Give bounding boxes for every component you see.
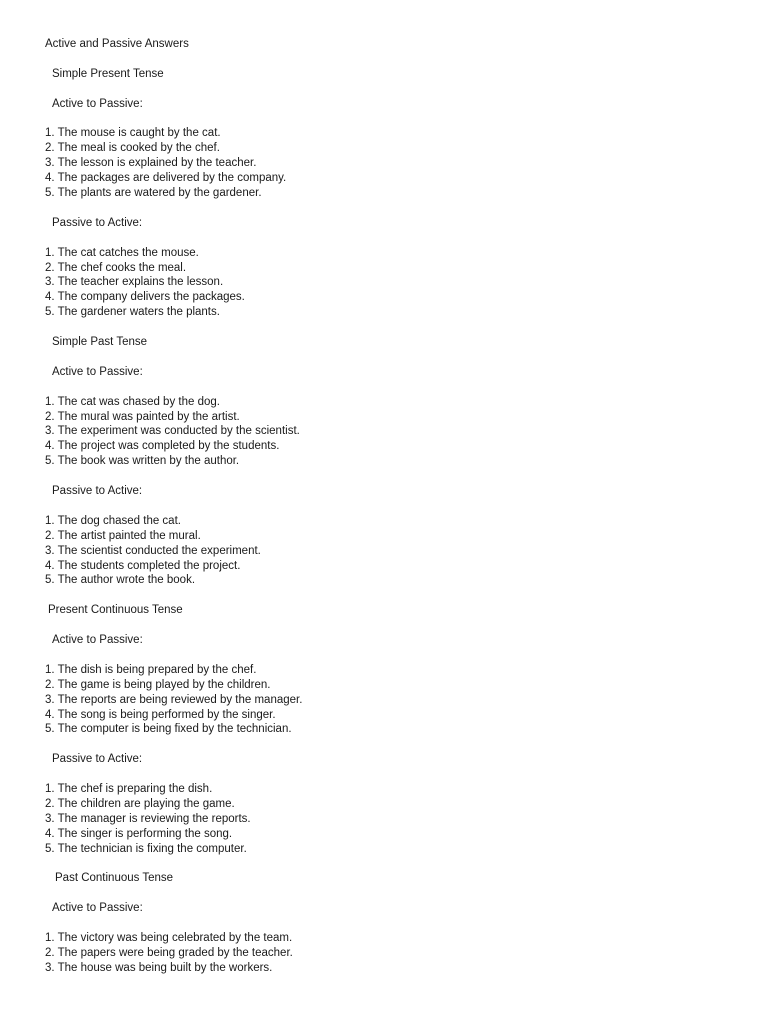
- list-item: 1. The dish is being prepared by the chef.: [45, 663, 257, 676]
- part-label: Active to Passive:: [52, 902, 143, 915]
- list-item: 5. The plants are watered by the gardener.: [45, 187, 262, 199]
- list-item: 5. The gardener waters the plants.: [45, 306, 220, 319]
- list-item: 3. The scientist conducted the experiment.: [45, 544, 261, 557]
- list-item: 3. The reports are being reviewed by the manager.: [45, 693, 303, 706]
- list-item: 1. The cat catches the mouse.: [45, 246, 199, 259]
- list-item: 2. The artist painted the mural.: [45, 529, 201, 542]
- list-item: 4. The company delivers the packages.: [45, 291, 245, 304]
- list-item: 4. The project was completed by the students.: [45, 440, 280, 453]
- list-item: 2. The game is being played by the children.: [45, 678, 271, 691]
- section-heading: Simple Present Tense: [52, 67, 164, 80]
- list-item: 5. The computer is being fixed by the technician.: [45, 723, 292, 736]
- part-label: Passive to Active:: [52, 753, 143, 766]
- list-item: 4. The packages are delivered by the company.: [45, 172, 287, 185]
- list-item: 2. The children are playing the game.: [45, 797, 235, 810]
- list-item: 5. The author wrote the book.: [45, 574, 196, 587]
- list-item: 5. The book was written by the author.: [45, 455, 240, 468]
- list-item: 1. The dog chased the cat.: [45, 514, 181, 527]
- part-label: Active to Passive:: [52, 365, 143, 378]
- list-item: 3. The experiment was conducted by the scientist.: [45, 425, 300, 438]
- section-heading: Simple Past Tense: [52, 336, 148, 348]
- part-label: Passive to Active:: [52, 216, 143, 229]
- section-heading: Present Continuous Tense: [48, 604, 183, 617]
- list-item: 3. The teacher explains the lesson.: [45, 276, 224, 289]
- part-label: Active to Passive:: [52, 97, 143, 110]
- list-item: 4. The singer is performing the song.: [45, 827, 233, 840]
- list-item: 2. The mural was painted by the artist.: [45, 410, 240, 423]
- list-item: 1. The mouse is caught by the cat.: [45, 127, 221, 140]
- document-title: Active and Passive Answers: [45, 38, 189, 50]
- list-item: 4. The song is being performed by the singer.: [45, 708, 276, 721]
- list-item: 2. The chef cooks the meal.: [45, 261, 187, 274]
- list-item: 1. The cat was chased by the dog.: [45, 395, 220, 408]
- section-heading: Past Continuous Tense: [55, 872, 174, 885]
- list-item: 4. The students completed the project.: [45, 559, 241, 572]
- list-item: 3. The house was being built by the workers.: [45, 961, 273, 974]
- part-label: Passive to Active:: [52, 485, 143, 497]
- part-label: Active to Passive:: [52, 634, 143, 646]
- list-item: 5. The technician is fixing the computer.: [45, 842, 247, 855]
- list-item: 1. The chef is preparing the dish.: [45, 783, 213, 795]
- list-item: 3. The manager is reviewing the reports.: [45, 812, 251, 825]
- list-item: 2. The meal is cooked by the chef.: [45, 142, 220, 155]
- list-item: 3. The lesson is explained by the teacher.: [45, 157, 257, 170]
- list-item: 2. The papers were being graded by the teacher.: [45, 946, 293, 959]
- list-item: 1. The victory was being celebrated by the team.: [45, 932, 293, 944]
